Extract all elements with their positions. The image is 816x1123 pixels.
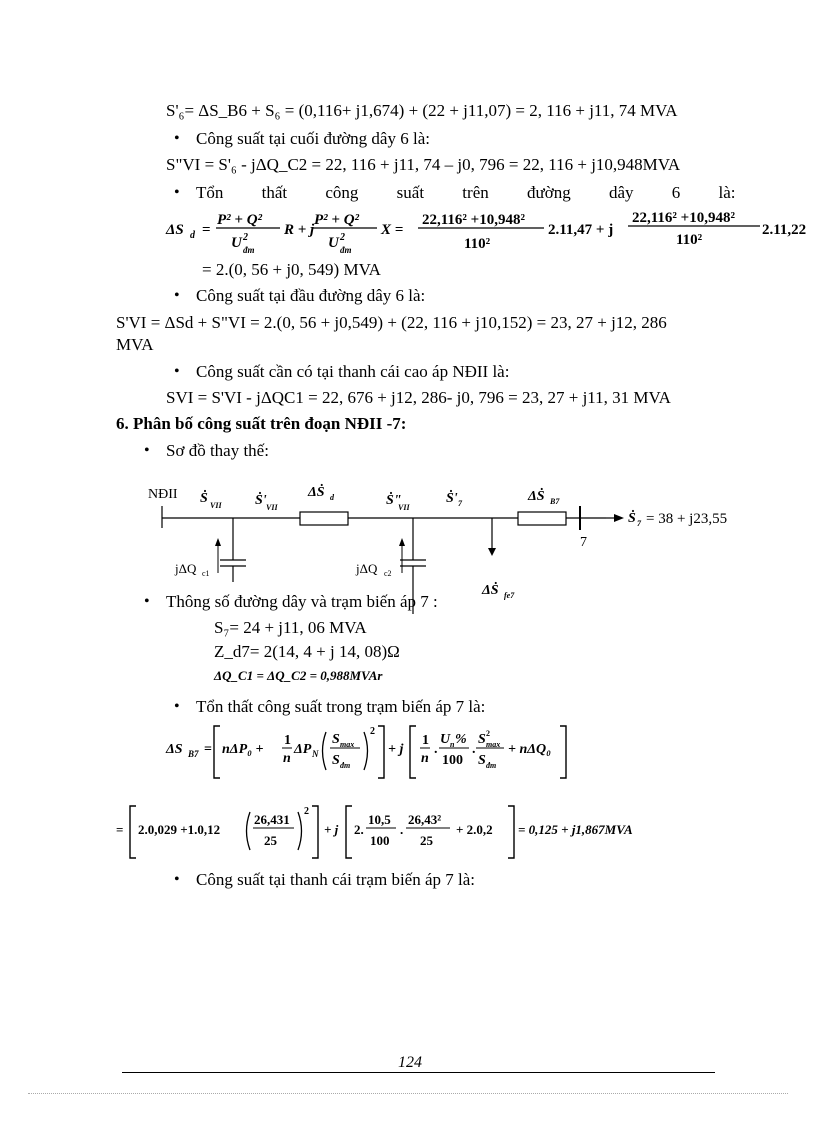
svg-text:Ṡ': Ṡ' bbox=[255, 493, 267, 508]
svg-text:VII: VII bbox=[266, 503, 278, 512]
svg-text:%: % bbox=[455, 732, 467, 747]
svg-text:B7: B7 bbox=[550, 497, 560, 506]
svg-text:U: U bbox=[440, 732, 451, 747]
svg-text:n: n bbox=[450, 740, 455, 749]
bullet-line-end-power: • Công suất tại cuối đường dây 6 là: bbox=[196, 129, 430, 149]
svg-text:ΔṠ: ΔṠ bbox=[482, 583, 499, 598]
svg-text:ΔP: ΔP bbox=[294, 742, 312, 757]
param-zd7: Z_d7= 2(14, 4 + j 14, 08)Ω bbox=[214, 642, 400, 661]
svg-text:jΔQ: jΔQ bbox=[356, 561, 378, 576]
line-loss-result: = 2.(0, 56 + j0, 549) MVA bbox=[202, 260, 381, 279]
equation-s-vi-double-prime: S"VI = S'₆ - jΔQ_C2 = 22, 116 + j11, 74 – j0, 796 = 22, 116 + j10,948MVA bbox=[166, 155, 681, 174]
bullet-line-loss: • Tổn thất công suất trên đường dây 6 là: bbox=[196, 183, 735, 203]
svg-text:ΔṠ: ΔṠ bbox=[308, 485, 325, 500]
svg-text:100: 100 bbox=[370, 833, 390, 848]
svg-text:max: max bbox=[486, 740, 501, 749]
svg-text:2: 2 bbox=[304, 806, 309, 817]
bullet-line-transformer-params: • Thông số đường dây và trạm biến áp 7 : bbox=[166, 592, 438, 612]
svg-text:+ nΔQ₀: + nΔQ₀ bbox=[508, 742, 552, 757]
svg-text:10,5: 10,5 bbox=[368, 812, 391, 827]
svg-text:đm: đm bbox=[340, 245, 352, 255]
svg-text:c2: c2 bbox=[384, 569, 392, 578]
svg-text:N: N bbox=[312, 749, 319, 759]
svg-text:2: 2 bbox=[486, 729, 490, 738]
svg-text:2.11,47 + j: 2.11,47 + j bbox=[548, 222, 614, 238]
svg-text:26,43²: 26,43² bbox=[408, 812, 442, 827]
svg-text:đm: đm bbox=[340, 761, 351, 770]
bullet-busbar-power: • Công suất cần có tại thanh cái cao áp NĐII là: bbox=[196, 362, 509, 382]
bullet-transformer-loss: • Tổn thất công suất trong trạm biến áp 7 là: bbox=[196, 697, 485, 717]
equation-s-vi-prime-unit: MVA bbox=[116, 335, 154, 354]
svg-text:.: . bbox=[472, 742, 476, 757]
svg-text:U: U bbox=[231, 235, 242, 251]
svg-text:ΔS: ΔS bbox=[166, 742, 183, 757]
transformer-loss-formula bbox=[164, 720, 584, 782]
svg-text:26,431: 26,431 bbox=[254, 812, 290, 827]
svg-text:jΔQ: jΔQ bbox=[175, 561, 197, 576]
svg-text:n: n bbox=[283, 751, 291, 766]
transformer-loss-calculation bbox=[114, 800, 674, 862]
svg-text:=: = bbox=[116, 822, 124, 837]
svg-text:=: = bbox=[204, 742, 212, 757]
svg-text:+ j: + j bbox=[388, 742, 404, 757]
svg-text:c1: c1 bbox=[202, 569, 210, 578]
svg-text:7: 7 bbox=[637, 519, 641, 528]
transformer-impedance-box bbox=[518, 512, 566, 525]
svg-text:110²: 110² bbox=[676, 232, 703, 248]
line-loss-formula bbox=[164, 204, 816, 256]
svg-text:P² + Q²: P² + Q² bbox=[217, 212, 263, 228]
param-dqc: ΔQ_C1 = ΔQ_C2 = 0,988MVAr bbox=[214, 668, 383, 683]
bullet-equivalent-diagram: • Sơ đồ thay thế: bbox=[166, 441, 269, 461]
svg-text:100: 100 bbox=[442, 753, 463, 768]
svg-text:2: 2 bbox=[370, 726, 375, 737]
svg-text:= 0,125 + j1,867MVA: = 0,125 + j1,867MVA bbox=[518, 822, 633, 837]
svg-text:25: 25 bbox=[420, 833, 433, 848]
svg-text:Ṡ': Ṡ' bbox=[446, 491, 458, 506]
svg-text:S: S bbox=[332, 753, 340, 768]
svg-text:Ṡ: Ṡ bbox=[200, 491, 208, 506]
svg-text:P² + Q²: P² + Q² bbox=[314, 212, 360, 228]
svg-text:VII: VII bbox=[210, 501, 222, 510]
param-s7: S₇= 24 + j11, 06 MVA bbox=[214, 618, 367, 637]
svg-text:d: d bbox=[330, 493, 334, 502]
svg-text:110²: 110² bbox=[464, 236, 491, 252]
source-label: NĐII bbox=[148, 487, 178, 502]
svg-text:+ j: + j bbox=[324, 822, 339, 837]
line-impedance-box bbox=[300, 512, 348, 525]
svg-text:max: max bbox=[340, 740, 355, 749]
node-7-label: 7 bbox=[580, 535, 587, 550]
svg-text:n: n bbox=[421, 751, 429, 766]
svg-text:d: d bbox=[190, 230, 195, 241]
svg-text:R + j: R + j bbox=[284, 222, 315, 238]
bullet-line-start-power: • Công suất tại đầu đường dây 6 là: bbox=[196, 286, 425, 306]
svg-text:2.0,029 +1.0,12: 2.0,029 +1.0,12 bbox=[138, 822, 221, 837]
svg-text:Ṡ: Ṡ bbox=[628, 511, 636, 526]
svg-text:7: 7 bbox=[458, 499, 462, 508]
equation-s6-prime: S'₆= ΔS_B6 + S₆ = (0,116+ j1,674) + (22 + j11,07) = 2, 116 + j11, 74 MVA bbox=[166, 101, 678, 120]
svg-text:S: S bbox=[478, 753, 486, 768]
equation-s-vi: SVI = S'VI - jΔQC1 = 22, 676 + j12, 286- j0, 796 = 23, 27 + j11, 31 MVA bbox=[166, 388, 671, 407]
svg-text:.: . bbox=[434, 742, 438, 757]
formula1-lhs: ΔS bbox=[166, 222, 184, 238]
load-7-value: = 38 + j23,55 bbox=[646, 511, 728, 527]
svg-text:1: 1 bbox=[284, 733, 291, 748]
svg-text:ΔṠ: ΔṠ bbox=[528, 489, 545, 504]
svg-text:đm: đm bbox=[243, 245, 255, 255]
svg-text:X =: X = bbox=[381, 222, 404, 238]
page-number: 124 bbox=[398, 1054, 422, 1071]
svg-text:S: S bbox=[332, 732, 340, 747]
svg-text:=: = bbox=[202, 222, 211, 238]
svg-text:22,116² +10,948²: 22,116² +10,948² bbox=[632, 210, 735, 226]
svg-text:2.11,22: 2.11,22 bbox=[762, 222, 807, 238]
svg-text:VII: VII bbox=[398, 503, 410, 512]
svg-text:fe7: fe7 bbox=[504, 591, 515, 600]
footer-rule bbox=[122, 1072, 715, 1073]
equation-s-vi-prime: S'VI = ΔSd + S"VI = 2.(0, 56 + j0,549) + (22, 116 + j10,152) = 23, 27 + j12, 286 bbox=[116, 313, 667, 332]
svg-text:S: S bbox=[478, 732, 486, 747]
svg-text:1: 1 bbox=[422, 733, 429, 748]
svg-text:Ṡ": Ṡ" bbox=[386, 493, 402, 508]
svg-text:2: 2 bbox=[243, 232, 248, 243]
svg-text:2: 2 bbox=[340, 232, 345, 243]
svg-text:2.: 2. bbox=[354, 822, 364, 837]
svg-text:25: 25 bbox=[264, 833, 277, 848]
svg-text:22,116² +10,948²: 22,116² +10,948² bbox=[422, 212, 525, 228]
section-heading-6: 6. Phân bố công suất trên đoạn NĐII -7: bbox=[116, 414, 407, 433]
svg-text:nΔP₀ +: nΔP₀ + bbox=[222, 742, 264, 757]
svg-text:U: U bbox=[328, 235, 339, 251]
svg-text:đm: đm bbox=[486, 761, 497, 770]
svg-text:B7: B7 bbox=[188, 749, 199, 759]
svg-text:+ 2.0,2: + 2.0,2 bbox=[456, 822, 493, 837]
svg-text:.: . bbox=[400, 822, 404, 837]
bullet-busbar-transformer-7: • Công suất tại thanh cái trạm biến áp 7 là: bbox=[196, 870, 475, 890]
page-bottom-border bbox=[28, 1093, 788, 1094]
